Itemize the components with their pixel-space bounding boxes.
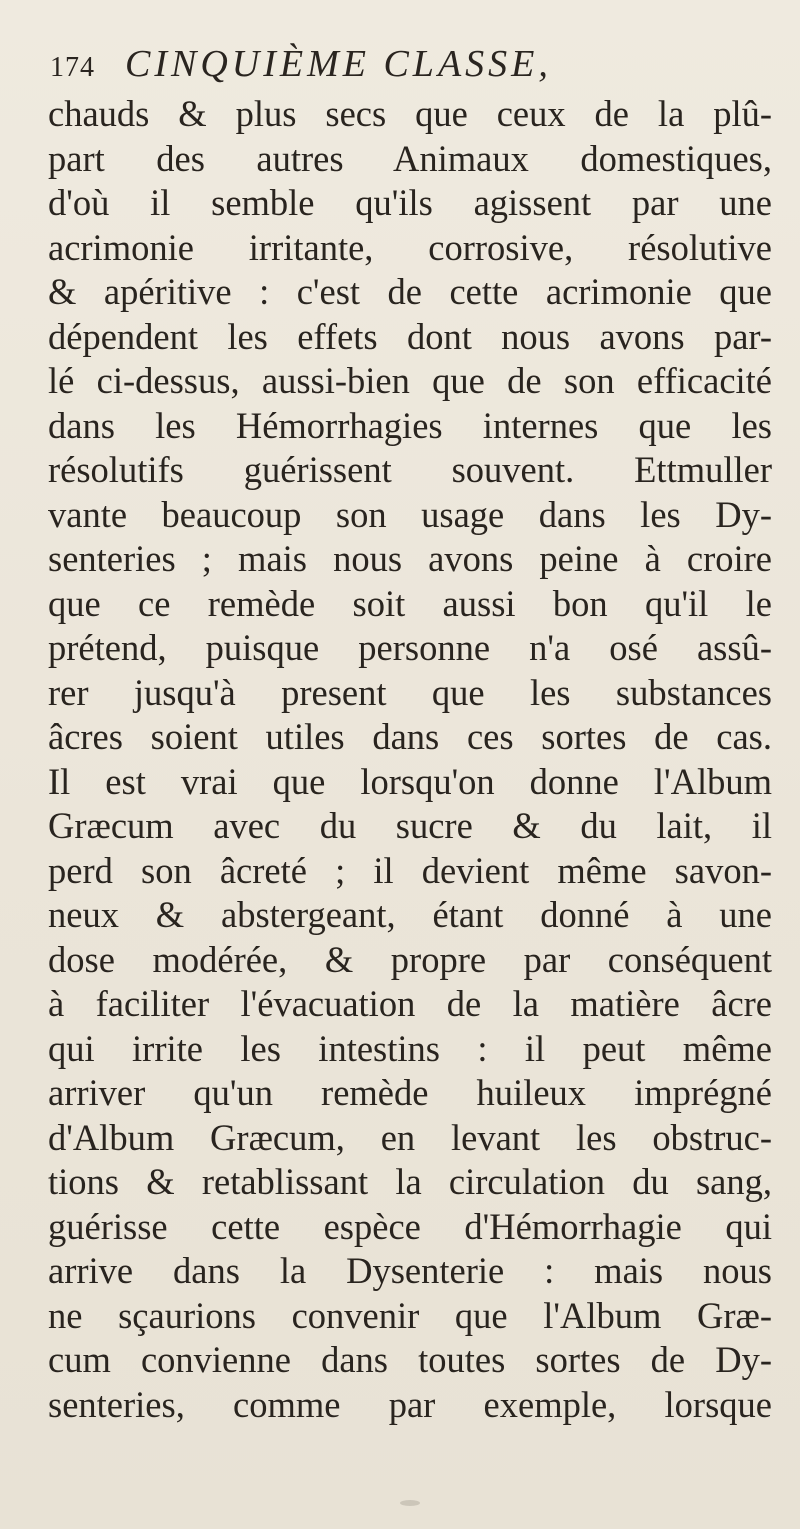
text-line: que ce remède soit aussi bon qu'il le [48,582,772,624]
text-line: d'où il semble qu'ils agissent par une [48,182,772,223]
running-head: CINQUIÈME CLASSE, [125,43,552,85]
text-line: Græcum avec du sucre & du lait, il [48,805,772,846]
text-line: dans les Hémorrhagies internes que les [48,404,772,446]
text-line: arrive dans la Dysenterie : mais nous [48,1250,772,1291]
text-line: chauds & plus secs que ceux de la plû- [48,93,772,134]
text-line: guérisse cette espèce d'Hémorrhagie qui [48,1205,772,1247]
text-line: ne sçaurions convenir que l'Album Græ- [48,1294,772,1336]
text-line: arriver qu'un remède huileux imprégné [48,1072,772,1113]
text-line: senteries, comme par exemple, lorsque [48,1383,772,1425]
text-line: d'Album Græcum, en levant les obstruc- [48,1116,772,1158]
text-line: dépendent les effets dont nous avons par- [48,315,772,357]
text-line: perd son âcreté ; il devient même savon- [48,849,772,891]
body-text [48,92,772,1427]
text-line: tions & retablissant la circulation du sang, [48,1161,772,1202]
page-number: 174 [50,52,95,83]
ink-smudge [400,1500,420,1506]
text-line: rer jusqu'à present que les substances [48,671,772,713]
text-line: résolutifs guérissent souvent. Ettmuller [48,449,772,490]
text-line: lé ci-dessus, aussi-bien que de son efficacité [48,360,772,401]
text-line: Il est vrai que lorsqu'on donne l'Album [48,760,772,802]
page-header [50,42,770,92]
text-line: part des autres Animaux domestiques, [48,137,772,179]
text-line: neux & abstergeant, étant donné à une [48,894,772,935]
text-line: & apéritive : c'est de cette acrimonie que [48,271,772,312]
text-line: cum convienne dans toutes sortes de Dy- [48,1339,772,1380]
text-line: senteries ; mais nous avons peine à croire [48,538,772,579]
text-line: qui irrite les intestins : il peut même [48,1027,772,1069]
text-line: vante beaucoup son usage dans les Dy- [48,493,772,535]
text-line: à faciliter l'évacuation de la matière âcre [48,983,772,1024]
text-line: âcres soient utiles dans ces sortes de cas. [48,716,772,757]
text-line: prétend, puisque personne n'a osé assû- [48,627,772,668]
text-line: dose modérée, & propre par conséquent [48,938,772,980]
text-line: acrimonie irritante, corrosive, résolutive [48,226,772,268]
